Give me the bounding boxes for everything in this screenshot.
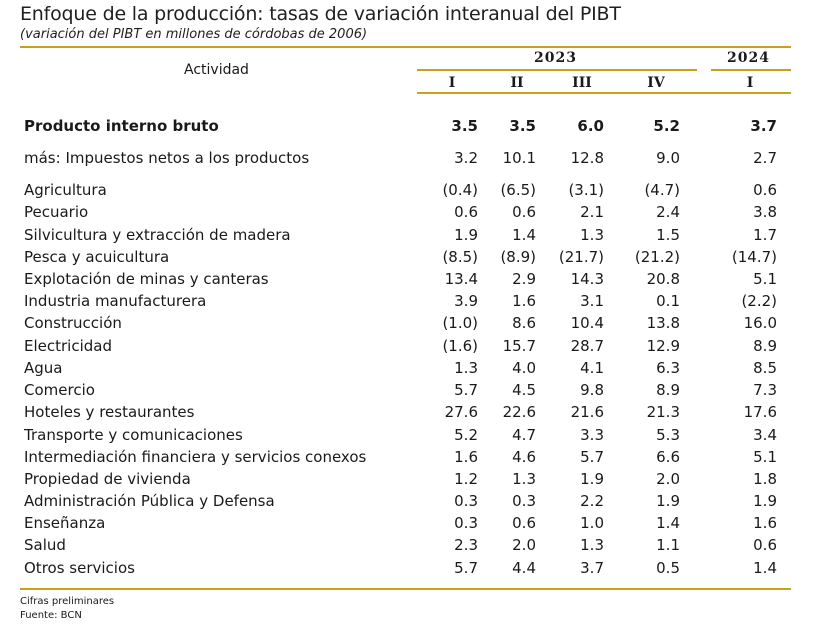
row-value-col-4: 1.5 — [656, 226, 680, 244]
table-row — [0, 203, 814, 225]
row-value-col-1: (1.6) — [442, 337, 478, 355]
row-value-col-1: 1.9 — [454, 226, 478, 244]
row-value-col-2: (6.5) — [500, 181, 536, 199]
row-value-col-2: 0.6 — [512, 514, 536, 532]
table-row — [0, 117, 814, 139]
row-value-col-4: 6.3 — [656, 359, 680, 377]
table-row — [0, 181, 814, 203]
row-value-col-5: 16.0 — [743, 314, 777, 332]
row-value-col-4: 1.9 — [656, 492, 680, 510]
header-bottom-rule — [417, 92, 791, 94]
row-value-col-2: 1.4 — [512, 226, 536, 244]
quarter-header-4: IV — [647, 75, 665, 91]
row-value-col-4: (21.2) — [634, 248, 680, 266]
row-value-col-5: 3.8 — [753, 203, 777, 221]
row-value-col-1: 3.9 — [454, 292, 478, 310]
table-row — [0, 248, 814, 270]
table-row — [0, 381, 814, 403]
row-value-col-2: 2.0 — [512, 536, 536, 554]
row-label: Industria manufacturera — [24, 292, 207, 310]
row-value-col-1: 5.7 — [454, 559, 478, 577]
row-value-col-1: 5.7 — [454, 381, 478, 399]
table-row — [0, 470, 814, 492]
row-value-col-4: 20.8 — [646, 270, 680, 288]
row-value-col-2: 0.3 — [512, 492, 536, 510]
year-2024-rule — [711, 69, 791, 71]
row-value-col-3: (21.7) — [558, 248, 604, 266]
row-value-col-1: 13.4 — [444, 270, 478, 288]
footnote-preliminary: Cifras preliminares — [20, 596, 115, 607]
row-label: Construcción — [24, 314, 122, 332]
row-value-col-5: 17.6 — [743, 403, 777, 421]
row-label: Otros servicios — [24, 559, 135, 577]
row-value-col-2: 1.3 — [512, 470, 536, 488]
table-row — [0, 226, 814, 248]
row-label: Salud — [24, 536, 66, 554]
row-value-col-5: 1.9 — [753, 492, 777, 510]
row-value-col-3: 9.8 — [580, 381, 604, 399]
quarter-header-3: III — [572, 75, 592, 91]
row-value-col-1: 3.2 — [454, 149, 478, 167]
table-row — [0, 337, 814, 359]
row-value-col-4: 8.9 — [656, 381, 680, 399]
row-value-col-3: (3.1) — [568, 181, 604, 199]
row-value-col-5: 1.6 — [753, 514, 777, 532]
row-value-col-2: 10.1 — [502, 149, 536, 167]
row-value-col-2: 2.9 — [512, 270, 536, 288]
row-value-col-2: 1.6 — [512, 292, 536, 310]
row-value-col-2: (8.9) — [500, 248, 536, 266]
column-header-actividad: Actividad — [184, 62, 249, 78]
row-value-col-5: 5.1 — [753, 448, 777, 466]
row-value-col-5: 7.3 — [753, 381, 777, 399]
row-value-col-5: 2.7 — [753, 149, 777, 167]
row-label: Comercio — [24, 381, 95, 399]
row-value-col-5: 1.7 — [753, 226, 777, 244]
row-value-col-4: 21.3 — [646, 403, 680, 421]
row-value-col-3: 3.3 — [580, 426, 604, 444]
row-value-col-4: (4.7) — [644, 181, 680, 199]
row-value-col-1: 27.6 — [444, 403, 478, 421]
row-value-col-5: 1.8 — [753, 470, 777, 488]
row-value-col-2: 4.5 — [512, 381, 536, 399]
row-label: Administración Pública y Defensa — [24, 492, 275, 510]
row-value-col-1: (8.5) — [442, 248, 478, 266]
row-value-col-2: 4.7 — [512, 426, 536, 444]
top-rule — [20, 46, 791, 48]
row-value-col-2: 4.6 — [512, 448, 536, 466]
row-value-col-2: 15.7 — [502, 337, 536, 355]
row-value-col-1: (1.0) — [442, 314, 478, 332]
table-row — [0, 314, 814, 336]
row-label: Agricultura — [24, 181, 107, 199]
table-row — [0, 426, 814, 448]
row-value-col-5: 3.4 — [753, 426, 777, 444]
row-value-col-1: 1.6 — [454, 448, 478, 466]
row-value-col-3: 12.8 — [570, 149, 604, 167]
row-value-col-1: 3.5 — [451, 117, 478, 135]
quarter-header-2: II — [510, 75, 524, 91]
quarter-header-5: I — [746, 75, 754, 91]
row-value-col-1: 2.3 — [454, 536, 478, 554]
row-value-col-4: 6.6 — [656, 448, 680, 466]
row-label: más: Impuestos netos a los productos — [24, 149, 310, 167]
row-value-col-3: 10.4 — [570, 314, 604, 332]
row-value-col-5: 3.7 — [750, 117, 777, 135]
row-value-col-2: 4.4 — [512, 559, 536, 577]
row-value-col-1: 5.2 — [454, 426, 478, 444]
row-value-col-4: 2.0 — [656, 470, 680, 488]
table-row — [0, 514, 814, 536]
row-label: Silvicultura y extracción de madera — [24, 226, 291, 244]
row-label: Intermediación financiera y servicios conexos — [24, 448, 367, 466]
row-value-col-3: 3.1 — [580, 292, 604, 310]
row-label: Electricidad — [24, 337, 112, 355]
table-row — [0, 559, 814, 581]
row-label: Pecuario — [24, 203, 89, 221]
row-value-col-4: 5.2 — [653, 117, 680, 135]
row-value-col-3: 1.0 — [580, 514, 604, 532]
row-value-col-5: 8.9 — [753, 337, 777, 355]
row-value-col-3: 5.7 — [580, 448, 604, 466]
row-value-col-2: 3.5 — [509, 117, 536, 135]
row-value-col-2: 0.6 — [512, 203, 536, 221]
row-value-col-2: 22.6 — [502, 403, 536, 421]
row-value-col-5: (2.2) — [741, 292, 777, 310]
row-value-col-1: 1.2 — [454, 470, 478, 488]
row-value-col-5: 5.1 — [753, 270, 777, 288]
row-value-col-4: 9.0 — [656, 149, 680, 167]
footnote-source: Fuente: BCN — [20, 610, 82, 621]
row-value-col-3: 1.3 — [580, 536, 604, 554]
row-value-col-5: 0.6 — [753, 181, 777, 199]
year-2023-rule — [417, 69, 697, 71]
row-value-col-1: 0.3 — [454, 514, 478, 532]
row-value-col-1: 1.3 — [454, 359, 478, 377]
row-value-col-4: 1.1 — [656, 536, 680, 554]
table-title: Enfoque de la producción: tasas de variación interanual del PIBT — [20, 3, 621, 25]
row-label: Explotación de minas y canteras — [24, 270, 269, 288]
table-row — [0, 149, 814, 171]
row-value-col-3: 21.6 — [570, 403, 604, 421]
row-value-col-3: 6.0 — [577, 117, 604, 135]
row-label: Producto interno bruto — [24, 117, 219, 135]
row-label: Propiedad de vivienda — [24, 470, 191, 488]
row-value-col-3: 1.3 — [580, 226, 604, 244]
row-value-col-3: 1.9 — [580, 470, 604, 488]
row-value-col-4: 13.8 — [646, 314, 680, 332]
table-subtitle: (variación del PIBT en millones de córdobas de 2006) — [20, 27, 368, 42]
row-value-col-4: 1.4 — [656, 514, 680, 532]
row-label: Agua — [24, 359, 63, 377]
column-header-year-2023: 2023 — [534, 50, 577, 66]
row-value-col-2: 4.0 — [512, 359, 536, 377]
row-label: Pesca y acuicultura — [24, 248, 170, 266]
row-value-col-3: 2.1 — [580, 203, 604, 221]
row-label: Hoteles y restaurantes — [24, 403, 195, 421]
table-row — [0, 492, 814, 514]
column-header-year-2024: 2024 — [727, 50, 770, 66]
bottom-rule — [20, 588, 791, 590]
row-value-col-4: 0.5 — [656, 559, 680, 577]
table-row — [0, 403, 814, 425]
row-value-col-5: (14.7) — [731, 248, 777, 266]
row-label: Enseñanza — [24, 514, 106, 532]
table-row — [0, 359, 814, 381]
row-value-col-5: 0.6 — [753, 536, 777, 554]
row-value-col-4: 0.1 — [656, 292, 680, 310]
table-row — [0, 448, 814, 470]
row-value-col-5: 8.5 — [753, 359, 777, 377]
quarter-header-1: I — [448, 75, 456, 91]
row-value-col-3: 4.1 — [580, 359, 604, 377]
row-value-col-4: 5.3 — [656, 426, 680, 444]
table-row — [0, 292, 814, 314]
row-value-col-3: 28.7 — [570, 337, 604, 355]
row-value-col-4: 12.9 — [646, 337, 680, 355]
row-value-col-4: 2.4 — [656, 203, 680, 221]
row-value-col-1: 0.3 — [454, 492, 478, 510]
row-value-col-5: 1.4 — [753, 559, 777, 577]
row-value-col-3: 2.2 — [580, 492, 604, 510]
row-value-col-1: (0.4) — [442, 181, 478, 199]
table-row — [0, 536, 814, 558]
row-label: Transporte y comunicaciones — [24, 426, 243, 444]
row-value-col-2: 8.6 — [512, 314, 536, 332]
row-value-col-3: 14.3 — [570, 270, 604, 288]
row-value-col-1: 0.6 — [454, 203, 478, 221]
row-value-col-3: 3.7 — [580, 559, 604, 577]
table-row — [0, 270, 814, 292]
